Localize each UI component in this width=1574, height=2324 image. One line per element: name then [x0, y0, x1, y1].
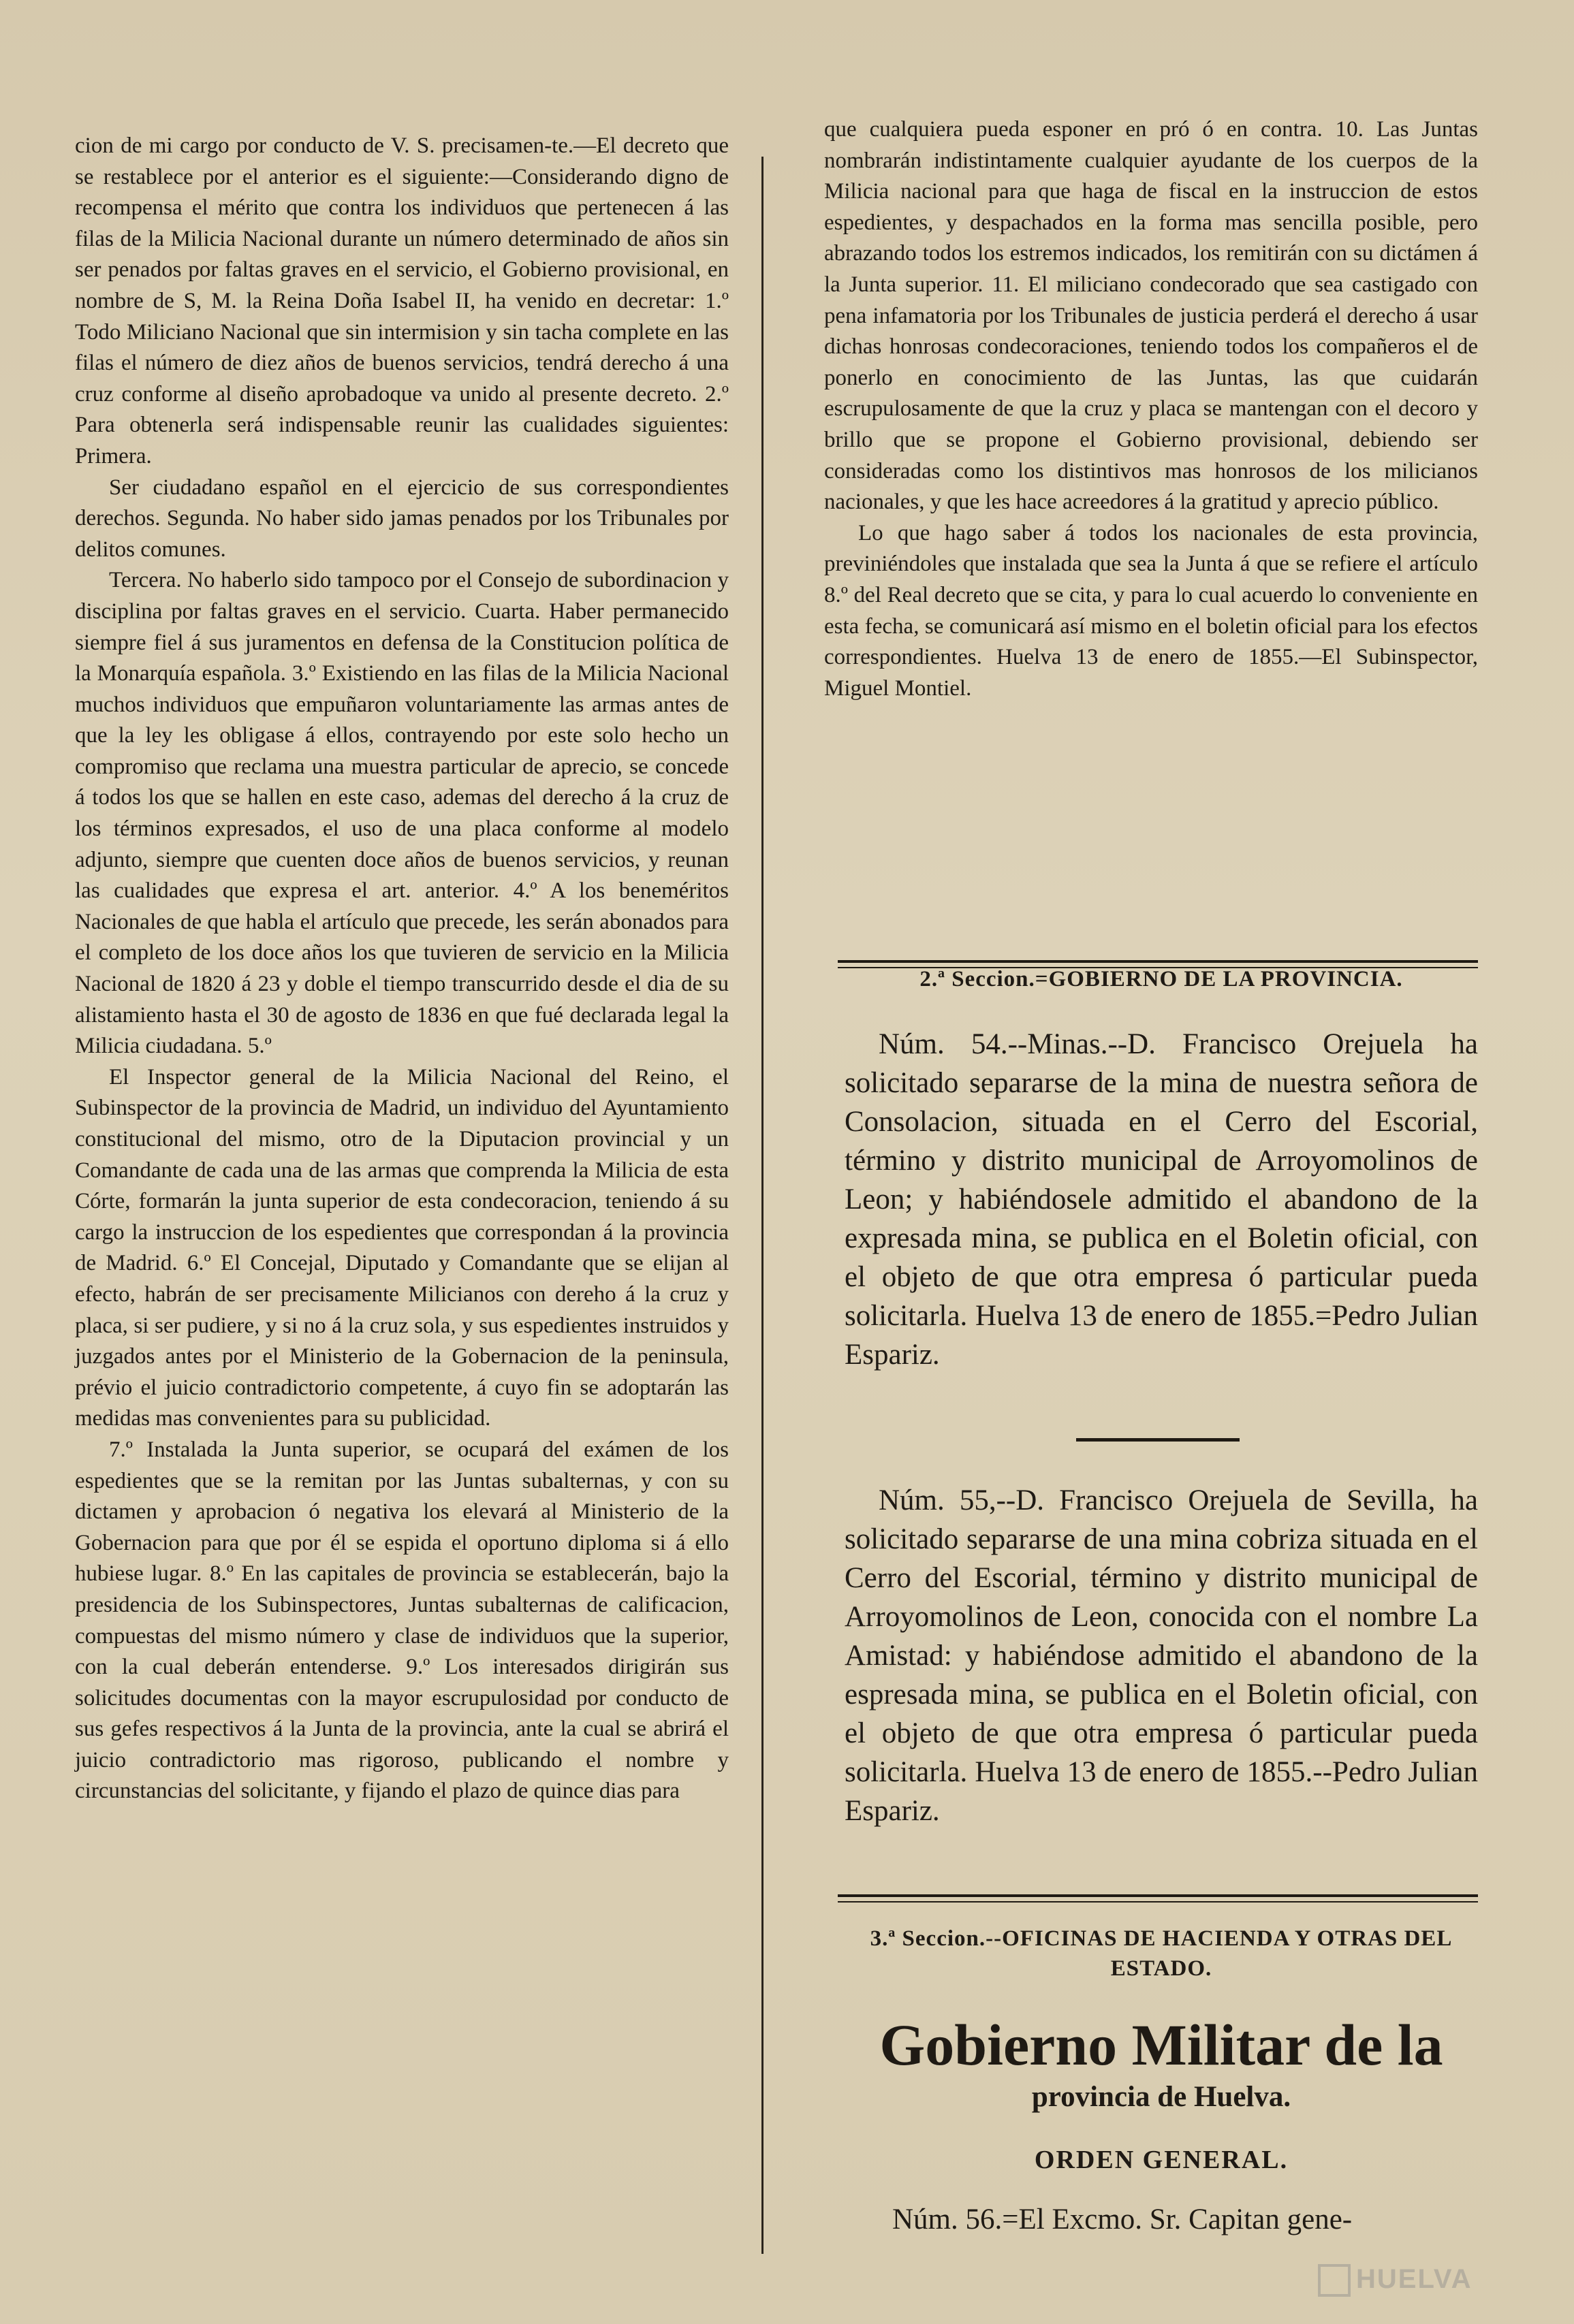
watermark-logo-icon	[1318, 2264, 1351, 2297]
notice-54-text: Núm. 54.--Minas.--D. Francisco Orejuela ha solicitado separarse de la mina de nuestra señora de Consolacion, situada en el Cerro del Escorial, término y distrito municipal de Arroyomolinos de Leon; y habiéndosele admitido el abandono de la expresada mina, se publica en el Boletin oficial, con el objeto de que otra empresa ó particular pueda solicitarla. Huelva 13 de enero de 1855.=Pedro Julian Espariz.	[845, 1028, 1478, 1371]
notice-separator	[1076, 1438, 1240, 1442]
section-rule	[838, 1894, 1478, 1897]
orden-general-heading: ORDEN GENERAL.	[1034, 2146, 1289, 2174]
left-paragraph: El Inspector general de la Milicia Nacional del Reino, el Subinspector de la provincia de Madrid, un individuo del Ayuntamiento constitucional del mismo, otro de la Diputacion provincial y un Comandante de cada una de las armas que comprenda la Milicia de esta Córte, formarán la junta superior de esta condecoracion, teniendo á su cargo la instruccion de los espedientes que correspondan á la provincia de Madrid. 6.º El Concejal, Diputado y Comandante que se elijan al efecto, habrán de ser precisamente Milicianos con dereho á la cruz y placa, si ser pudiere, y si no á la cruz sola, y sus espedientes instruidos y juzgados antes por el Ministerio de la Gobernacion de la peninsula, prévio el juicio contradictorio competente, á cuyo fin se adoptarán las medidas mas convenientes para su publicidad.	[75, 1064, 729, 1431]
left-paragraph: Ser ciudadano español en el ejercicio de sus correspondientes derechos. Segunda. No haber sido jamas penados por los Tribunales por delitos comunes.	[75, 475, 729, 562]
right-paragraph: que cualquiera pueda esponer en pró ó en contra. 10. Las Juntas nombrarán indistintamente cualquier ayudante de los cuerpos de la Milicia nacional para que haga de fiscal en la instruccion de estos espedientes, y despachados en la forma mas sencilla posible, pero abrazando todos los estremos indicados, los remitirán con su dictámen á la Junta superior. 11. El miliciano condecorado que sea castigado con pena infamatoria por los Tribunales de justicia perderá el derecho á usar dichas honrosas condecoraciones, teniendo todos los compañeros el de ponerlo en conocimiento de las Juntas, las que cuidarán escrupulosamente de que la cruz y placa se mantengan con el decoro y brillo que se propone el Gobierno provisional, debiendo ser consideradas como los distintivos mas honrosos de los milicianos nacionales, y que les hace acreedores á la gratitud y aprecio público.	[824, 117, 1478, 515]
right-paragraph: Lo que hago saber á todos los nacionales de esta provincia, previniéndoles que instalada que sea la Junta á que se refiere el artículo 8.º del Real decreto que se cita, y para lo cual acuerdo lo conveniente en esta fecha, se comunicará así mismo en el boletin oficial para los efectos correspondientes. Huelva 13 de enero de 1855.—El Subinspector, Miguel Montiel.	[824, 520, 1478, 701]
left-paragraph: Tercera. No haberlo sido tampoco por el Consejo de subordinacion y disciplina por faltas graves en el servicio. Cuarta. Haber permanecido siempre fiel á sus juramentos en defensa de la Constitucion política de la Monarquía española. 3.º Existiendo en las filas de la Milicia Nacional muchos individuos que empuñaron voluntariamente las armas antes de que la ley les obligase á ellos, contrayendo por este solo hecho un compromiso que reclama una muestra particular de aprecio, se concede á todos los que se hallen en este caso, ademas del derecho á la cruz de los términos expresados, el uso de una placa conforme al modelo adjunto, siempre que cuenten doce años de buenos servicios, y reunan las cualidades que expresa el art. anterior. 4.º A los beneméritos Nacionales de que habla el artículo que precede, les serán abonados para el completo de los doce años los que tuvieren de servicio en la Milicia Nacional de 1820 á 23 y doble el tiempo transcurrido desde el dia de su alistamiento hasta el 30 de agosto de 1836 en que fué declarada legal la Milicia ciudadana. 5.º	[75, 568, 729, 1059]
gobierno-militar-title: Gobierno Militar de la	[879, 2012, 1443, 2078]
column-divider	[761, 157, 764, 2254]
right-column	[824, 114, 1478, 704]
archive-watermark	[1318, 2264, 1473, 2297]
gobierno-militar-subtitle: provincia de Huelva.	[1031, 2081, 1291, 2113]
left-paragraph: 7.º Instalada la Junta superior, se ocupará del exámen de los espedientes que se la remitan por las Juntas subalternas, y con su dictamen y aprobacion ó negativa los elevará al Ministerio de la Gobernacion para que por él se espida el oportuno diploma si á ello hubiese lugar. 8.º En las capitales de provincia se establecerán, bajo la presidencia de los Subinspectores, Juntas subalternas de calificacion, compuestas del mismo número y clase de individuos que la superior, con la cual deberán entenderse. 9.º Los interesados dirigirán sus solicitudes documentas con la mayor escrupulosidad por conducto de sus gefes respectivos á la Junta de la provincia, ante la cual se abrirá el juicio contradictorio mas rigoroso, publicando el nombre y circunstancias del solicitante, y fijando el plazo de quince dias para	[75, 1437, 729, 1804]
notice-55-text: Núm. 55,--D. Francisco Orejuela de Sevilla, ha solicitado separarse de una mina cobriza situada en el Cerro del Escorial, término y distrito municipal de Arroyomolinos de Leon, conocida con el nombre La Amistad: y habiéndose admitido el abandono de la espresada mina, se publica en el Boletin oficial, con el objeto de que otra empresa ó particular pueda solicitarla. Huelva 13 de enero de 1855.--Pedro Julian Espariz.	[845, 1484, 1478, 1827]
left-paragraph: cion de mi cargo por conducto de V. S. precisamen-te.—El decreto que se restablece por el anterior es el siguiente:—Considerando digno de recompensa el mérito que contra los individuos que pertenecen á las filas de la Milicia Nacional durante un número determinado de años sin ser penados por faltas graves en el servicio, el Gobierno provisional, en nombre de S, M. la Reina Doña Isabel II, ha venido en decretar: 1.º Todo Miliciano Nacional que sin intermision y sin tacha complete en las filas el número de diez años de buenos servicios, tendrá derecho á una cruz conforme al diseño aprobadoque va unido al presente decreto. 2.º Para obtenerla será indispensable reunir las cualidades siguientes: Primera.	[75, 133, 729, 468]
section-3-heading: 3.ª Seccion.--OFICINAS DE HACIENDA Y OTRAS DEL ESTADO.	[870, 1926, 1453, 1981]
left-column	[75, 131, 729, 1807]
section-rule	[838, 960, 1478, 963]
notice-54	[845, 1025, 1478, 1374]
notice-56: Núm. 56.=El Excmo. Sr. Capitan gene-	[892, 2203, 1353, 2235]
watermark-text: HUELVA	[1356, 2264, 1473, 2294]
notice-55	[845, 1481, 1478, 1830]
section-2-heading: 2.ª Seccion.=GOBIERNO DE LA PROVINCIA.	[919, 967, 1403, 991]
